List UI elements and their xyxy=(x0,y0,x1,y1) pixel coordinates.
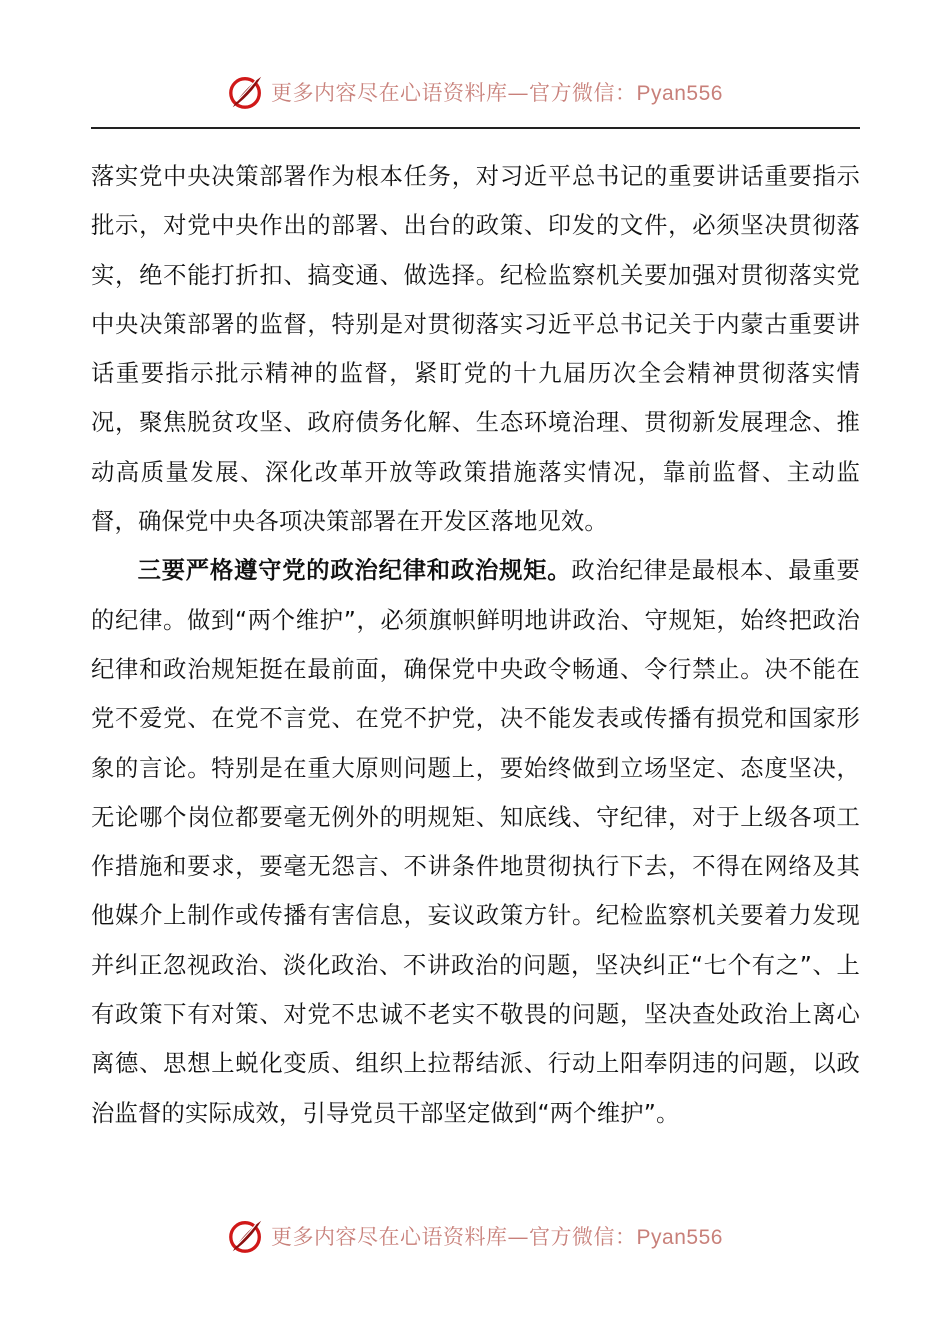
header-banner-text xyxy=(271,77,723,107)
footer-banner-text xyxy=(271,1221,723,1251)
paragraph-2 xyxy=(91,546,860,1138)
footer-wechat-handle: Pyan556 xyxy=(636,1226,723,1249)
paragraph-1: 落实党中央决策部署作为根本任务，对习近平总书记的重要讲话重要指示批示，对党中央作出的部署、出台的政策、印发的文件，必须坚决贯彻落实，绝不能打折扣、搞变通、做选择。纪检监察机关要加强对贯彻落实党中央决策部署的监督，特别是对贯彻落实习近平总书记关于内蒙古重要讲话重要指示批示精神的监督，紧盯党的十九届历次全会精神贯彻落实情况，聚焦脱贫攻坚、政府债务化解、生态环境治理、贯彻新发展理念、推动高质量发展、深化改革开放等政策措施落实情况，靠前监督、主动监督，确保党中央各项决策部署在开发区落地见效。 xyxy=(91,163,860,536)
header-wechat-handle: Pyan556 xyxy=(636,82,723,105)
document-body xyxy=(91,152,860,1138)
header-banner-label: 更多内容尽在心语资料库—官方微信： xyxy=(271,81,637,105)
paragraph-2-lead: 三要严格遵守党的政治纪律和政治规矩。 xyxy=(137,557,572,585)
header-divider xyxy=(91,127,860,129)
footer-banner-label: 更多内容尽在心语资料库—官方微信： xyxy=(271,1225,637,1249)
header-banner xyxy=(0,70,950,114)
paragraph-2-text: 政治纪律是最根本、最重要的纪律。做到“两个维护”，必须旗帜鲜明地讲政治、守规矩，始终把政治纪律和政治规矩挺在最前面，确保党中央政令畅通、令行禁止。决不能在党不爱党、在党不言党、在党不护党，决不能发表或传播有损党和国家形象的言论。特别是在重大原则问题上，要始终做到立场坚定、态度坚决，无论哪个岗位都要毫无例外的明规矩、知底线、守纪律，对于上级各项工作措施和要求，要毫无怨言、不讲条件地贯彻执行下去，不得在网络及其他媒介上制作或传播有害信息，妄议政策方针。纪检监察机关要着力发现并纠正忽视政治、淡化政治、不讲政治的问题，坚决纠正“七个有之”、上有政策下有对策、对党不忠诚不老实不敬畏的问题，坚决查处政治上离心离德、思想上蜕化变质、组织上拉帮结派、行动上阳奉阴违的问题，以政治监督的实际成效，引导党员干部坚定做到“两个维护”。 xyxy=(91,557,860,1127)
footer-banner xyxy=(0,1214,950,1258)
quill-logo-icon xyxy=(227,1217,265,1255)
quill-logo-icon xyxy=(227,73,265,111)
